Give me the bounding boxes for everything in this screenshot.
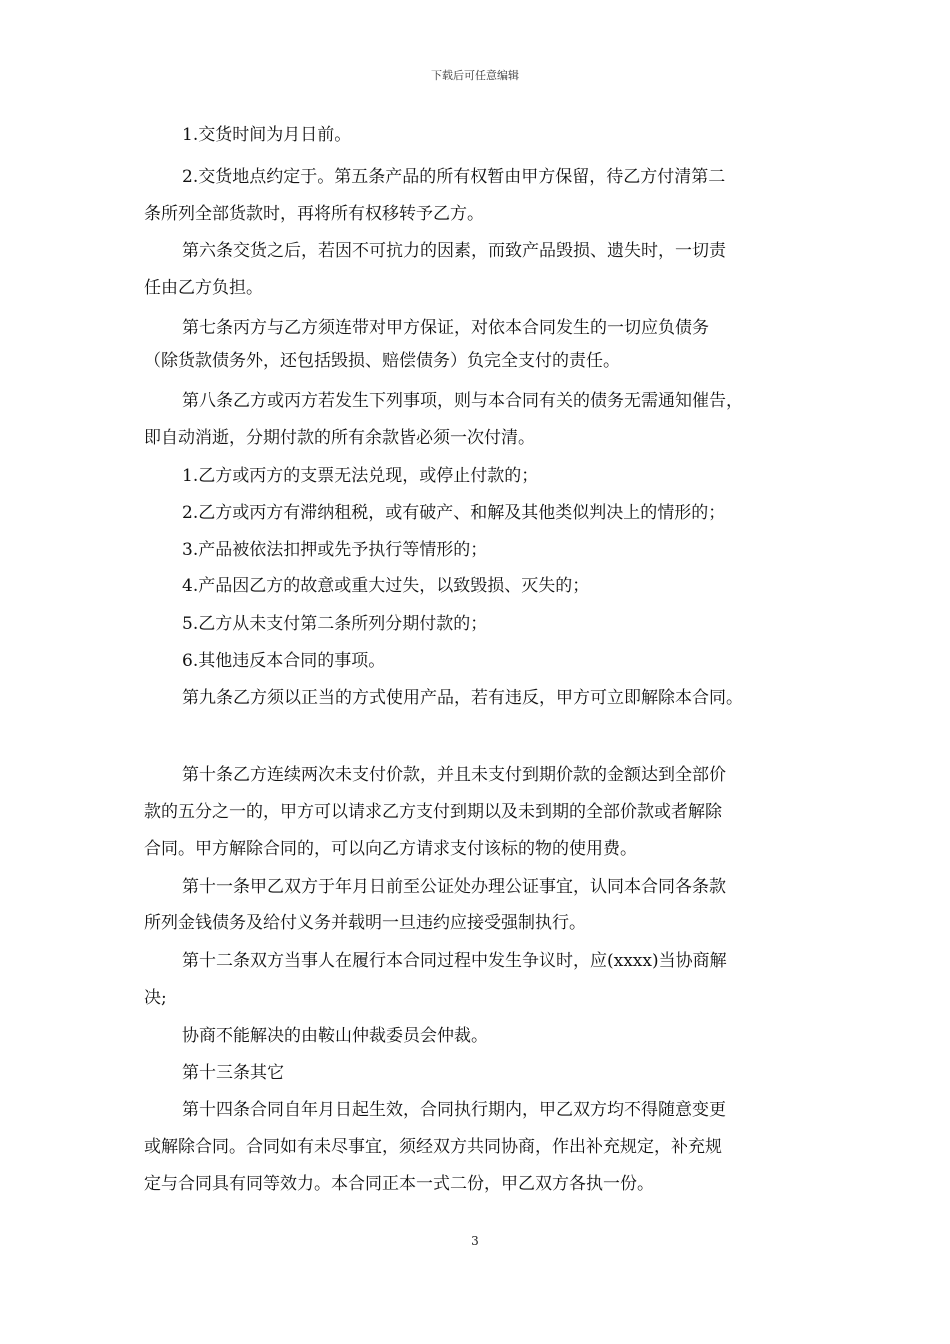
text-line: 即自动消逝，分期付款的所有余款皆必须一次付清。 <box>144 428 535 448</box>
text-line: （除货款债务外，还包括毁损、赔偿债务）负完全支付的责任。 <box>144 351 620 371</box>
page-header: 下载后可任意编辑 <box>431 69 519 82</box>
text-line: 3.产品被依法扣押或先予执行等情形的； <box>182 540 488 560</box>
text-line: 第十条乙方连续两次未支付价款，并且未支付到期价款的金额达到全部价 <box>182 765 726 785</box>
text-line: 第十三条其它 <box>182 1063 284 1083</box>
text-line: 6.其他违反本合同的事项。 <box>182 651 386 671</box>
text-line: 决; <box>144 988 167 1008</box>
text-line: 4.产品因乙方的故意或重大过失，以致毁损、灭失的； <box>182 576 590 596</box>
text-line: 定与合同具有同等效力。本合同正本一式二份，甲乙双方各执一份。 <box>144 1174 654 1194</box>
text-line: 1.交货时间为月日前。 <box>182 125 352 145</box>
text-line: 2.乙方或丙方有滞纳租税，或有破产、和解及其他类似判决上的情形的； <box>182 503 726 523</box>
text-line: 任由乙方负担。 <box>144 278 263 298</box>
text-line: 款的五分之一的，甲方可以请求乙方支付到期以及未到期的全部价款或者解除 <box>144 802 722 822</box>
text-line: 第十四条合同自年月日起生效，合同执行期内，甲乙双方均不得随意变更 <box>182 1100 726 1120</box>
text-line: 第七条丙方与乙方须连带对甲方保证，对依本合同发生的一切应负债务 <box>182 318 709 338</box>
text-line: 或解除合同。合同如有未尽事宜，须经双方共同协商，作出补充规定，补充规 <box>144 1137 722 1157</box>
page-number: 3 <box>471 1234 479 1248</box>
text-line: 1.乙方或丙方的支票无法兑现，或停止付款的； <box>182 466 539 486</box>
text-line: 协商不能解决的由鞍山仲裁委员会仲裁。 <box>182 1026 488 1046</box>
text-line: 第十二条双方当事人在履行本合同过程中发生争议时，应(xxxx)当协商解 <box>182 951 727 971</box>
text-line: 第六条交货之后，若因不可抗力的因素，而致产品毁损、遗失时，一切责 <box>182 241 726 261</box>
text-line: 5.乙方从未支付第二条所列分期付款的； <box>182 614 488 634</box>
text-line: 合同。甲方解除合同的，可以向乙方请求支付该标的物的使用费。 <box>144 839 637 859</box>
text-line: 第八条乙方或丙方若发生下列事项，则与本合同有关的债务无需通知催告， <box>182 391 743 411</box>
text-line: 所列金钱债务及给付义务并载明一旦违约应接受强制执行。 <box>144 913 586 933</box>
text-line: 第十一条甲乙双方于年月日前至公证处办理公证事宜，认同本合同各条款 <box>182 877 726 897</box>
text-line: 条所列全部货款时，再将所有权移转予乙方。 <box>144 204 484 224</box>
text-line: 2.交货地点约定于。第五条产品的所有权暂由甲方保留，待乙方付清第二 <box>182 167 726 187</box>
text-line: 第九条乙方须以正当的方式使用产品，若有违反，甲方可立即解除本合同。 <box>182 688 743 708</box>
